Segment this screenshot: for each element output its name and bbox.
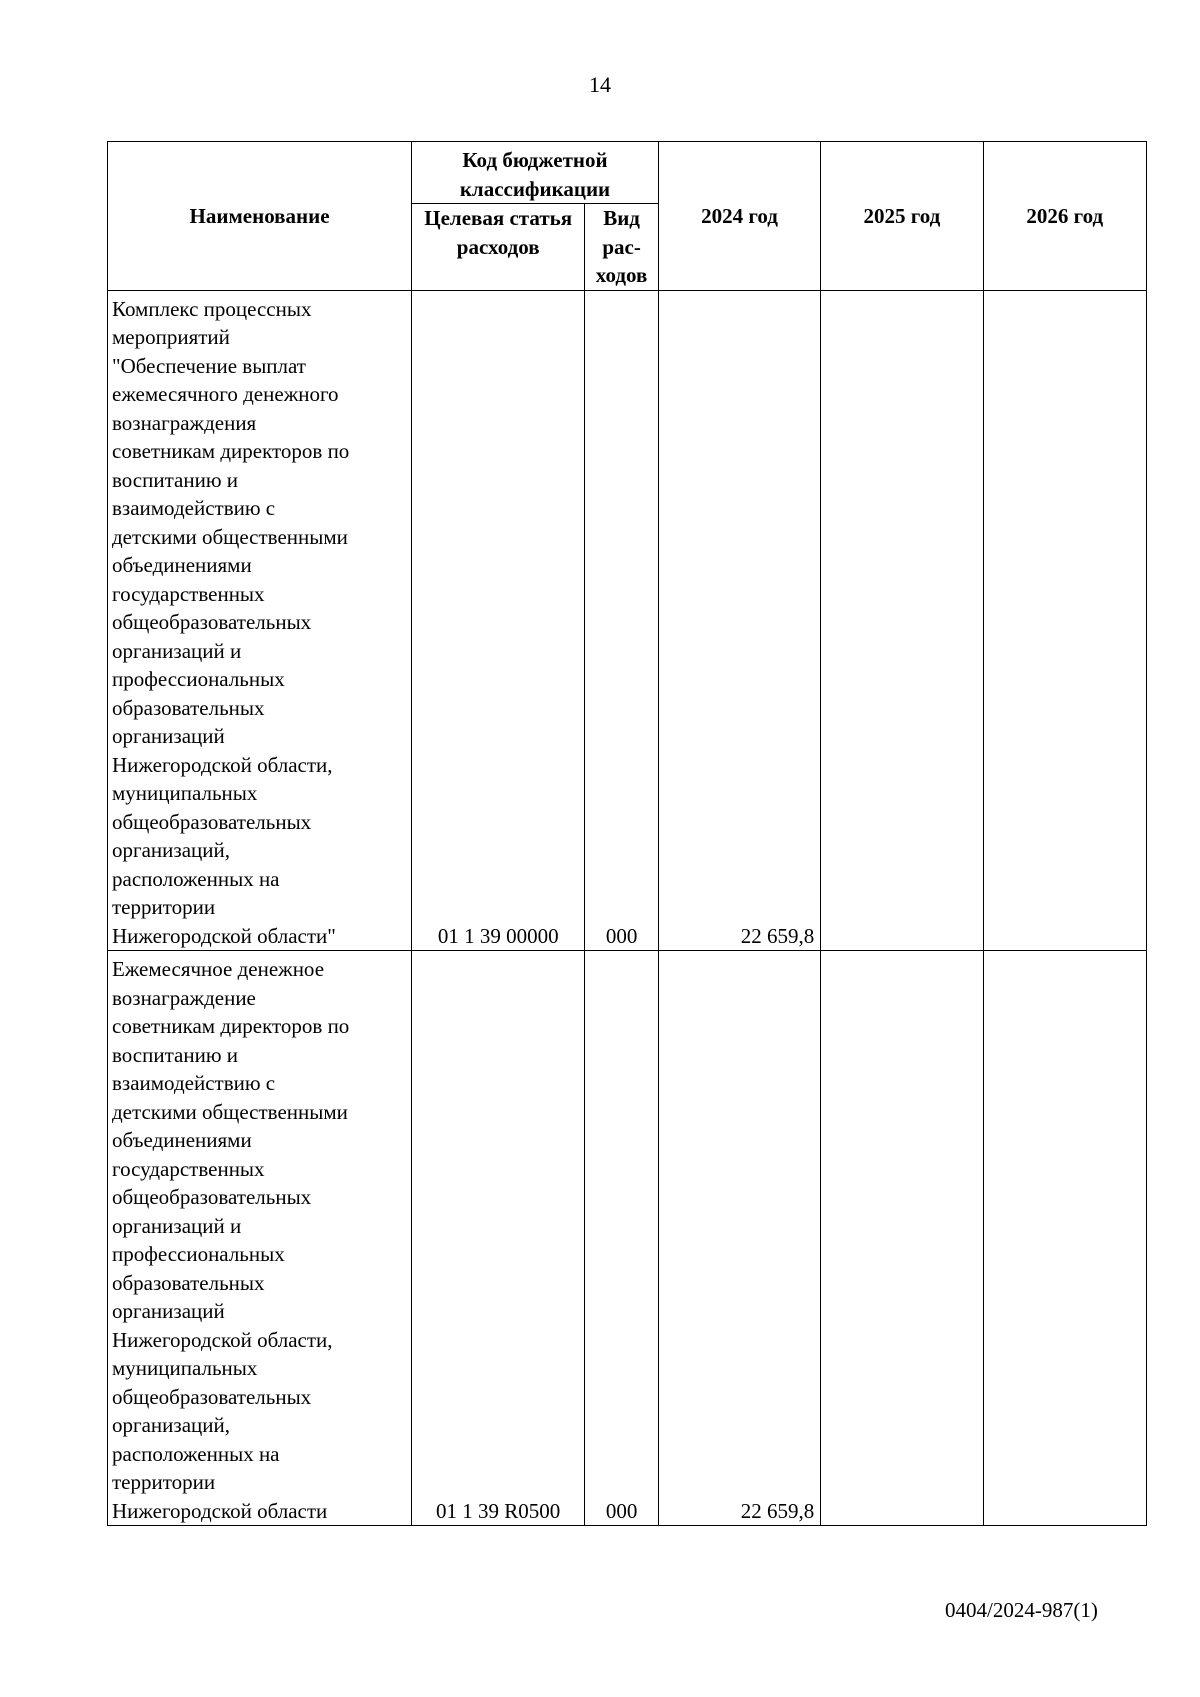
row-target-article-cell: 01 1 39 00000 [412, 290, 585, 951]
table-row [108, 290, 1147, 951]
header-year-2026: 2026 год [983, 142, 1146, 291]
row-amount-2025-cell [821, 951, 983, 1526]
row-name-cell: Комплекс процессных мероприятий "Обеспечение выплат ежемесячного денежного вознаграждения советникам директоров по воспитанию и взаимодействию с детскими общественными объединениями государственных общеобразовательных организаций и профессиональных образовательных организаций Нижегородской области, муниципальных общеобразовательных организаций, расположенных на территории Нижегородской области" [108, 290, 412, 951]
row-amount-2026-cell [983, 951, 1146, 1526]
document-id: 0404/2024-987(1) [945, 1598, 1098, 1622]
row-amount-2024-cell: 22 659,8 [658, 290, 820, 951]
table-header [108, 142, 1147, 291]
header-name: Наименование [108, 142, 412, 291]
row-amount-2026-cell [983, 290, 1146, 951]
header-target-article: Целевая статья расходов [412, 204, 585, 291]
header-row-top [108, 142, 1147, 204]
table-body [108, 290, 1147, 1526]
header-budget-code: Код бюджетной классификации [412, 142, 659, 204]
row-amount-2025-cell [821, 290, 983, 951]
page-number: 14 [589, 72, 611, 97]
row-name-cell: Ежемесячное денежное вознаграждение советникам директоров по воспитанию и взаимодействию с детскими общественными объединениями государственных общеобразовательных организаций и профессиональных образовательных организаций Нижегородской области, муниципальных общеобразовательных организаций, расположенных на территории Нижегородской области [108, 951, 412, 1526]
budget-table [107, 141, 1147, 1526]
row-amount-2024-cell: 22 659,8 [658, 951, 820, 1526]
table-row [108, 951, 1147, 1526]
row-target-article-cell: 01 1 39 R0500 [412, 951, 585, 1526]
row-expense-type-cell: 000 [585, 290, 659, 951]
header-year-2025: 2025 год [821, 142, 983, 291]
header-year-2024: 2024 год [658, 142, 820, 291]
row-expense-type-cell: 000 [585, 951, 659, 1526]
header-expense-type: Вид рас-ходов [585, 204, 659, 291]
